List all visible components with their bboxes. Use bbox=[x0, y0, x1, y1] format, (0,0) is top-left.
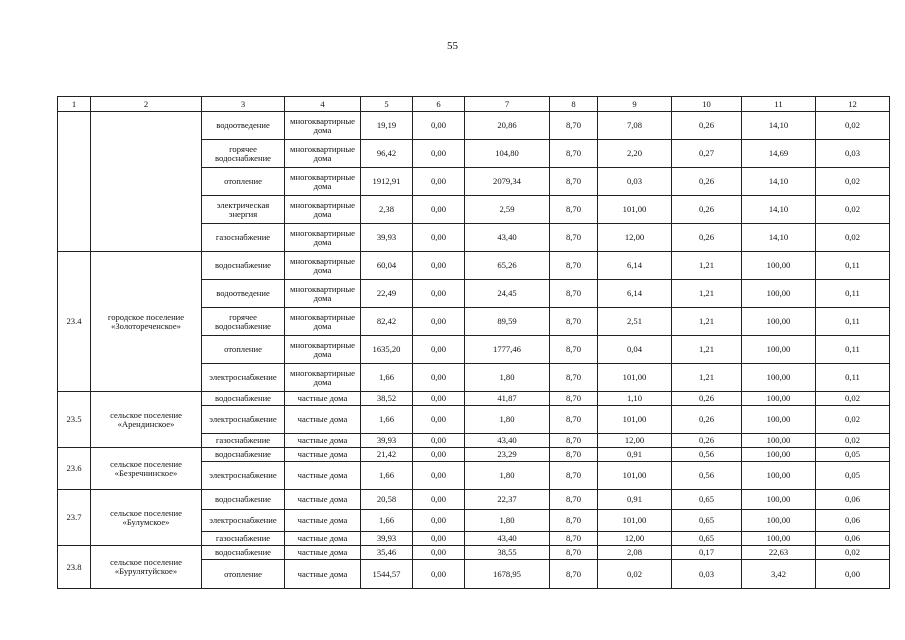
housing-type-cell: частные дома bbox=[285, 490, 361, 510]
housing-type-cell: многоквартирные дома bbox=[285, 364, 361, 392]
value-col11-cell: 100,00 bbox=[742, 308, 816, 336]
value-col10-cell: 0,26 bbox=[672, 196, 742, 224]
value-col8-cell: 8,70 bbox=[550, 406, 598, 434]
header-cell: 2 bbox=[91, 97, 202, 112]
value-col9-cell: 6,14 bbox=[598, 252, 672, 280]
value-col9-cell: 12,00 bbox=[598, 532, 672, 546]
value-col8-cell: 8,70 bbox=[550, 532, 598, 546]
value-col8-cell: 8,70 bbox=[550, 434, 598, 448]
value-col11-cell: 100,00 bbox=[742, 434, 816, 448]
header-cell: 11 bbox=[742, 97, 816, 112]
value-col9-cell: 12,00 bbox=[598, 434, 672, 448]
header-cell: 8 bbox=[550, 97, 598, 112]
value-col12-cell: 0,11 bbox=[816, 308, 890, 336]
value-col10-cell: 1,21 bbox=[672, 252, 742, 280]
value-col9-cell: 101,00 bbox=[598, 406, 672, 434]
value-col9-cell: 101,00 bbox=[598, 196, 672, 224]
value-col6-cell: 0,00 bbox=[413, 364, 465, 392]
value-col9-cell: 101,00 bbox=[598, 462, 672, 490]
service-cell: отопление bbox=[202, 336, 285, 364]
service-cell: горячее водоснабжение bbox=[202, 308, 285, 336]
value-col11-cell: 22,63 bbox=[742, 546, 816, 560]
tariff-table bbox=[57, 96, 890, 589]
value-col7-cell: 1,80 bbox=[465, 406, 550, 434]
value-col6-cell: 0,00 bbox=[413, 336, 465, 364]
row-number-cell: 23.5 bbox=[58, 392, 91, 448]
value-col6-cell: 0,00 bbox=[413, 224, 465, 252]
table-row bbox=[58, 252, 890, 280]
value-col9-cell: 0,02 bbox=[598, 560, 672, 589]
value-col7-cell: 23,29 bbox=[465, 448, 550, 462]
value-col11-cell: 100,00 bbox=[742, 364, 816, 392]
value-col12-cell: 0,11 bbox=[816, 336, 890, 364]
value-col6-cell: 0,00 bbox=[413, 560, 465, 589]
header-cell: 6 bbox=[413, 97, 465, 112]
settlement-name-cell bbox=[91, 112, 202, 252]
row-number-cell: 23.4 bbox=[58, 252, 91, 392]
value-col10-cell: 0,26 bbox=[672, 112, 742, 140]
value-col6-cell: 0,00 bbox=[413, 196, 465, 224]
value-col7-cell: 43,40 bbox=[465, 224, 550, 252]
value-col9-cell: 101,00 bbox=[598, 510, 672, 532]
value-col8-cell: 8,70 bbox=[550, 280, 598, 308]
value-col11-cell: 3,42 bbox=[742, 560, 816, 589]
header-row bbox=[58, 97, 890, 112]
value-col8-cell: 8,70 bbox=[550, 560, 598, 589]
value-col11-cell: 14,10 bbox=[742, 112, 816, 140]
service-cell: отопление bbox=[202, 168, 285, 196]
value-col10-cell: 0,26 bbox=[672, 406, 742, 434]
housing-type-cell: частные дома bbox=[285, 510, 361, 532]
housing-type-cell: частные дома bbox=[285, 546, 361, 560]
value-col5-cell: 35,46 bbox=[361, 546, 413, 560]
value-col5-cell: 22,49 bbox=[361, 280, 413, 308]
value-col5-cell: 19,19 bbox=[361, 112, 413, 140]
value-col11-cell: 100,00 bbox=[742, 336, 816, 364]
value-col8-cell: 8,70 bbox=[550, 392, 598, 406]
settlement-name-cell: городское поселение «Золотореченское» bbox=[91, 252, 202, 392]
value-col12-cell: 0,05 bbox=[816, 448, 890, 462]
service-cell: горячее водоснабжение bbox=[202, 140, 285, 168]
housing-type-cell: частные дома bbox=[285, 406, 361, 434]
service-cell: газоснабжение bbox=[202, 434, 285, 448]
value-col5-cell: 39,93 bbox=[361, 434, 413, 448]
value-col8-cell: 8,70 bbox=[550, 252, 598, 280]
value-col11-cell: 100,00 bbox=[742, 462, 816, 490]
value-col6-cell: 0,00 bbox=[413, 392, 465, 406]
value-col9-cell: 2,08 bbox=[598, 546, 672, 560]
service-cell: водоснабжение bbox=[202, 448, 285, 462]
value-col5-cell: 21,42 bbox=[361, 448, 413, 462]
value-col5-cell: 1,66 bbox=[361, 510, 413, 532]
value-col6-cell: 0,00 bbox=[413, 462, 465, 490]
value-col8-cell: 8,70 bbox=[550, 546, 598, 560]
value-col5-cell: 20,58 bbox=[361, 490, 413, 510]
page-number: 55 bbox=[447, 40, 458, 52]
value-col11-cell: 100,00 bbox=[742, 280, 816, 308]
value-col6-cell: 0,00 bbox=[413, 532, 465, 546]
value-col12-cell: 0,11 bbox=[816, 280, 890, 308]
value-col6-cell: 0,00 bbox=[413, 252, 465, 280]
value-col12-cell: 0,02 bbox=[816, 168, 890, 196]
value-col11-cell: 100,00 bbox=[742, 252, 816, 280]
value-col10-cell: 1,21 bbox=[672, 308, 742, 336]
header-cell: 1 bbox=[58, 97, 91, 112]
value-col5-cell: 1,66 bbox=[361, 364, 413, 392]
value-col11-cell: 100,00 bbox=[742, 406, 816, 434]
value-col11-cell: 14,10 bbox=[742, 224, 816, 252]
value-col12-cell: 0,11 bbox=[816, 252, 890, 280]
value-col6-cell: 0,00 bbox=[413, 510, 465, 532]
value-col5-cell: 82,42 bbox=[361, 308, 413, 336]
value-col7-cell: 1,80 bbox=[465, 364, 550, 392]
service-cell: электрическая энергия bbox=[202, 196, 285, 224]
value-col6-cell: 0,00 bbox=[413, 546, 465, 560]
value-col5-cell: 39,93 bbox=[361, 532, 413, 546]
value-col10-cell: 0,26 bbox=[672, 224, 742, 252]
value-col5-cell: 96,42 bbox=[361, 140, 413, 168]
value-col12-cell: 0,06 bbox=[816, 490, 890, 510]
value-col9-cell: 101,00 bbox=[598, 364, 672, 392]
housing-type-cell: многоквартирные дома bbox=[285, 196, 361, 224]
value-col9-cell: 12,00 bbox=[598, 224, 672, 252]
value-col11-cell: 100,00 bbox=[742, 392, 816, 406]
housing-type-cell: частные дома bbox=[285, 532, 361, 546]
value-col7-cell: 22,37 bbox=[465, 490, 550, 510]
value-col8-cell: 8,70 bbox=[550, 510, 598, 532]
value-col12-cell: 0,02 bbox=[816, 392, 890, 406]
value-col9-cell: 2,51 bbox=[598, 308, 672, 336]
value-col12-cell: 0,05 bbox=[816, 462, 890, 490]
service-cell: электроснабжение bbox=[202, 462, 285, 490]
value-col7-cell: 20,86 bbox=[465, 112, 550, 140]
value-col5-cell: 2,38 bbox=[361, 196, 413, 224]
value-col10-cell: 0,03 bbox=[672, 560, 742, 589]
value-col7-cell: 1,80 bbox=[465, 462, 550, 490]
value-col12-cell: 0,02 bbox=[816, 112, 890, 140]
value-col12-cell: 0,06 bbox=[816, 510, 890, 532]
settlement-name-cell: сельское поселение «Бурулятуйское» bbox=[91, 546, 202, 589]
value-col5-cell: 1635,20 bbox=[361, 336, 413, 364]
value-col6-cell: 0,00 bbox=[413, 140, 465, 168]
value-col10-cell: 0,65 bbox=[672, 510, 742, 532]
value-col7-cell: 38,55 bbox=[465, 546, 550, 560]
service-cell: электроснабжение bbox=[202, 406, 285, 434]
value-col5-cell: 38,52 bbox=[361, 392, 413, 406]
value-col12-cell: 0,02 bbox=[816, 546, 890, 560]
value-col11-cell: 14,10 bbox=[742, 168, 816, 196]
value-col12-cell: 0,02 bbox=[816, 434, 890, 448]
row-number-cell: 23.6 bbox=[58, 448, 91, 490]
value-col9-cell: 2,20 bbox=[598, 140, 672, 168]
value-col5-cell: 1912,91 bbox=[361, 168, 413, 196]
value-col12-cell: 0,03 bbox=[816, 140, 890, 168]
table-row bbox=[58, 490, 890, 510]
value-col9-cell: 6,14 bbox=[598, 280, 672, 308]
header-cell: 7 bbox=[465, 97, 550, 112]
value-col10-cell: 1,21 bbox=[672, 336, 742, 364]
housing-type-cell: частные дома bbox=[285, 392, 361, 406]
value-col7-cell: 1678,95 bbox=[465, 560, 550, 589]
value-col10-cell: 0,56 bbox=[672, 462, 742, 490]
housing-type-cell: многоквартирные дома bbox=[285, 224, 361, 252]
housing-type-cell: частные дома bbox=[285, 560, 361, 589]
value-col5-cell: 60,04 bbox=[361, 252, 413, 280]
value-col8-cell: 8,70 bbox=[550, 112, 598, 140]
value-col7-cell: 1777,46 bbox=[465, 336, 550, 364]
value-col5-cell: 1,66 bbox=[361, 406, 413, 434]
value-col11-cell: 100,00 bbox=[742, 448, 816, 462]
value-col11-cell: 14,10 bbox=[742, 196, 816, 224]
service-cell: электроснабжение bbox=[202, 364, 285, 392]
value-col10-cell: 1,21 bbox=[672, 280, 742, 308]
value-col12-cell: 0,00 bbox=[816, 560, 890, 589]
value-col9-cell: 0,03 bbox=[598, 168, 672, 196]
value-col7-cell: 43,40 bbox=[465, 532, 550, 546]
value-col10-cell: 0,65 bbox=[672, 532, 742, 546]
service-cell: водоснабжение bbox=[202, 252, 285, 280]
service-cell: водоснабжение bbox=[202, 392, 285, 406]
value-col12-cell: 0,02 bbox=[816, 224, 890, 252]
value-col10-cell: 0,56 bbox=[672, 448, 742, 462]
housing-type-cell: многоквартирные дома bbox=[285, 168, 361, 196]
value-col8-cell: 8,70 bbox=[550, 196, 598, 224]
value-col5-cell: 39,93 bbox=[361, 224, 413, 252]
header-cell: 4 bbox=[285, 97, 361, 112]
row-number-cell bbox=[58, 112, 91, 252]
value-col7-cell: 2079,34 bbox=[465, 168, 550, 196]
value-col6-cell: 0,00 bbox=[413, 434, 465, 448]
value-col7-cell: 104,80 bbox=[465, 140, 550, 168]
value-col5-cell: 1544,57 bbox=[361, 560, 413, 589]
value-col8-cell: 8,70 bbox=[550, 140, 598, 168]
service-cell: водоснабжение bbox=[202, 490, 285, 510]
value-col8-cell: 8,70 bbox=[550, 448, 598, 462]
value-col6-cell: 0,00 bbox=[413, 490, 465, 510]
settlement-name-cell: сельское поселение «Арендинское» bbox=[91, 392, 202, 448]
value-col11-cell: 100,00 bbox=[742, 490, 816, 510]
header-cell: 12 bbox=[816, 97, 890, 112]
value-col8-cell: 8,70 bbox=[550, 308, 598, 336]
value-col8-cell: 8,70 bbox=[550, 224, 598, 252]
value-col7-cell: 41,87 bbox=[465, 392, 550, 406]
value-col10-cell: 0,26 bbox=[672, 168, 742, 196]
value-col7-cell: 24,45 bbox=[465, 280, 550, 308]
value-col10-cell: 0,27 bbox=[672, 140, 742, 168]
settlement-name-cell: сельское поселение «Безречнинское» bbox=[91, 448, 202, 490]
value-col12-cell: 0,02 bbox=[816, 406, 890, 434]
service-cell: водоотведение bbox=[202, 112, 285, 140]
header-cell: 3 bbox=[202, 97, 285, 112]
value-col8-cell: 8,70 bbox=[550, 490, 598, 510]
housing-type-cell: многоквартирные дома bbox=[285, 112, 361, 140]
value-col12-cell: 0,02 bbox=[816, 196, 890, 224]
service-cell: водоснабжение bbox=[202, 546, 285, 560]
value-col10-cell: 0,65 bbox=[672, 490, 742, 510]
value-col10-cell: 0,26 bbox=[672, 392, 742, 406]
value-col12-cell: 0,06 bbox=[816, 532, 890, 546]
value-col6-cell: 0,00 bbox=[413, 308, 465, 336]
housing-type-cell: многоквартирные дома bbox=[285, 280, 361, 308]
value-col9-cell: 0,04 bbox=[598, 336, 672, 364]
header-cell: 9 bbox=[598, 97, 672, 112]
value-col11-cell: 100,00 bbox=[742, 532, 816, 546]
housing-type-cell: многоквартирные дома bbox=[285, 336, 361, 364]
housing-type-cell: многоквартирные дома bbox=[285, 140, 361, 168]
value-col8-cell: 8,70 bbox=[550, 364, 598, 392]
table-body bbox=[58, 97, 890, 589]
housing-type-cell: многоквартирные дома bbox=[285, 308, 361, 336]
housing-type-cell: частные дома bbox=[285, 462, 361, 490]
service-cell: газоснабжение bbox=[202, 532, 285, 546]
value-col6-cell: 0,00 bbox=[413, 448, 465, 462]
value-col6-cell: 0,00 bbox=[413, 112, 465, 140]
value-col7-cell: 89,59 bbox=[465, 308, 550, 336]
service-cell: водоотведение bbox=[202, 280, 285, 308]
value-col9-cell: 0,91 bbox=[598, 448, 672, 462]
value-col12-cell: 0,11 bbox=[816, 364, 890, 392]
value-col6-cell: 0,00 bbox=[413, 168, 465, 196]
service-cell: отопление bbox=[202, 560, 285, 589]
value-col7-cell: 65,26 bbox=[465, 252, 550, 280]
value-col7-cell: 1,80 bbox=[465, 510, 550, 532]
value-col9-cell: 0,91 bbox=[598, 490, 672, 510]
value-col10-cell: 1,21 bbox=[672, 364, 742, 392]
value-col7-cell: 43,40 bbox=[465, 434, 550, 448]
table-row bbox=[58, 112, 890, 140]
value-col5-cell: 1,66 bbox=[361, 462, 413, 490]
table-row bbox=[58, 448, 890, 462]
row-number-cell: 23.7 bbox=[58, 490, 91, 546]
value-col7-cell: 2,59 bbox=[465, 196, 550, 224]
value-col8-cell: 8,70 bbox=[550, 462, 598, 490]
header-cell: 10 bbox=[672, 97, 742, 112]
value-col6-cell: 0,00 bbox=[413, 280, 465, 308]
value-col10-cell: 0,26 bbox=[672, 434, 742, 448]
value-col9-cell: 1,10 bbox=[598, 392, 672, 406]
value-col11-cell: 100,00 bbox=[742, 510, 816, 532]
row-number-cell: 23.8 bbox=[58, 546, 91, 589]
table-row bbox=[58, 546, 890, 560]
value-col8-cell: 8,70 bbox=[550, 168, 598, 196]
table-row bbox=[58, 392, 890, 406]
service-cell: электроснабжение bbox=[202, 510, 285, 532]
header-cell: 5 bbox=[361, 97, 413, 112]
value-col8-cell: 8,70 bbox=[550, 336, 598, 364]
settlement-name-cell: сельское поселение «Булумское» bbox=[91, 490, 202, 546]
value-col11-cell: 14,69 bbox=[742, 140, 816, 168]
housing-type-cell: частные дома bbox=[285, 434, 361, 448]
value-col6-cell: 0,00 bbox=[413, 406, 465, 434]
housing-type-cell: многоквартирные дома bbox=[285, 252, 361, 280]
service-cell: газоснабжение bbox=[202, 224, 285, 252]
housing-type-cell: частные дома bbox=[285, 448, 361, 462]
value-col9-cell: 7,08 bbox=[598, 112, 672, 140]
value-col10-cell: 0,17 bbox=[672, 546, 742, 560]
